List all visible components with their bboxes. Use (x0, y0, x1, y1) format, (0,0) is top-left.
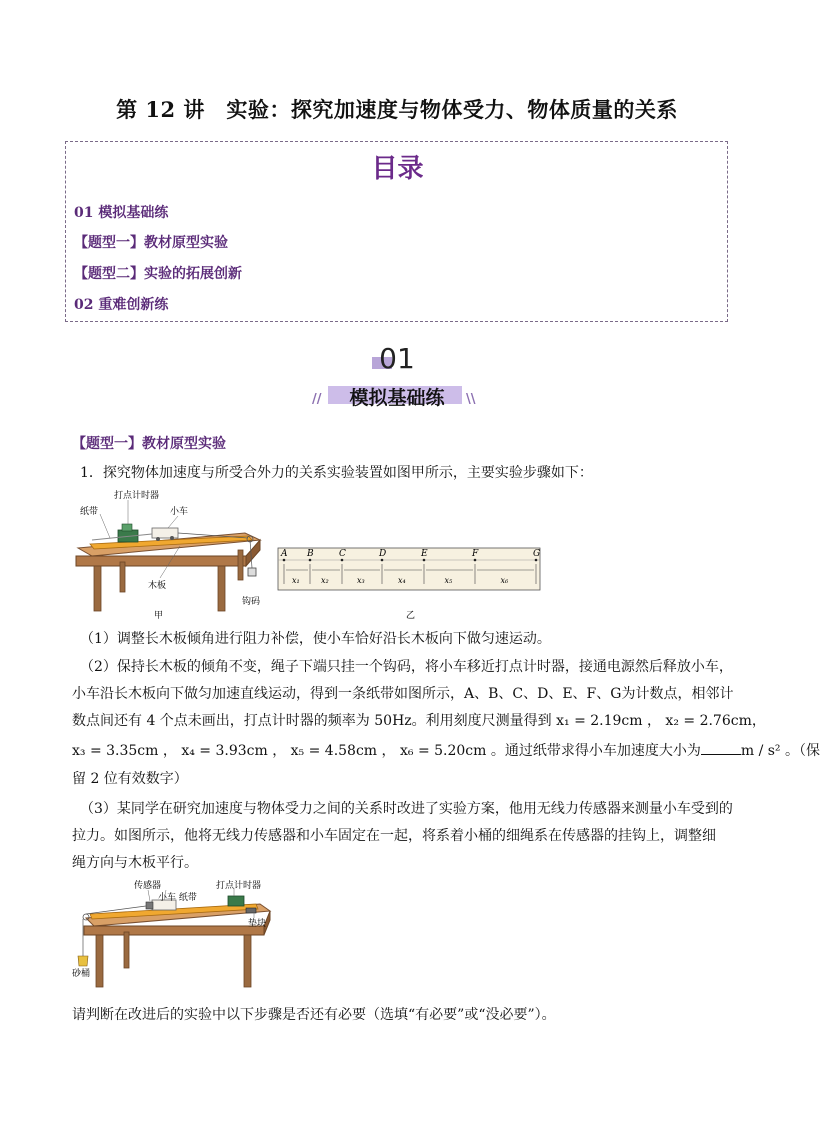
sensor-label: 传感器 (134, 881, 162, 891)
tape-point (381, 559, 384, 562)
step-3-line-1: （3）某同学在研究加速度与物体受力之间的关系时改进了实验方案，他用无线力传感器来测量小车受到的 (80, 801, 733, 817)
tape-point (309, 559, 312, 562)
toc-heading: 目录 (371, 154, 424, 184)
tape-point-label: F (472, 549, 479, 559)
cart-label: 小车 (170, 507, 189, 517)
tape-segment-label: x₄ (398, 576, 406, 585)
board-label: 木板 (148, 581, 167, 591)
bucket-label: 砂桶 (72, 969, 91, 979)
step-2-line-4-unit: m / s² 。（保 (740, 743, 820, 759)
toc-item[interactable]: 【题型二】实验的拓展创新 (74, 266, 242, 282)
step-2-line-5: 留 2 位有效数字） (72, 771, 188, 787)
tape-segment-label: x₂ (321, 576, 329, 585)
tape-point-label: A (281, 549, 288, 559)
timer-label-2: 打点计时器 (216, 881, 262, 891)
question-stem: 1．探究物体加速度与所受合外力的关系实验装置如图甲所示，主要实验步骤如下： (80, 465, 593, 481)
type-heading: 【题型一】教材原型实验 (72, 436, 226, 452)
figure-2 (70, 878, 280, 996)
page-title: 第 12 讲 实验：探究加速度与物体受力、物体质量的关系 (116, 97, 678, 122)
tape-point (474, 559, 477, 562)
tape-point-label: D (379, 549, 387, 559)
step-2-line-2: 小车沿长木板向下做匀加速直线运动，得到一条纸带如图所示，A、B、C、D、E、F、G为计数点，相邻计 (72, 686, 734, 702)
question-prompt: 请判断在改进后的实验中以下步骤是否还有必要（选填“有必要”或“没必要”）。 (72, 1007, 556, 1023)
tape-point-label: B (307, 549, 314, 559)
step-2-line-3: 数点间还有 4 个点未画出，打点计时器的频率为 50Hz。利用刻度尺测量得到 x₁ = 2.19cm ， x₂ = 2.76cm， (72, 713, 766, 729)
answer-blank[interactable] (701, 740, 741, 755)
step-2-line-4 (72, 740, 820, 761)
toc-box (65, 141, 728, 322)
step-3-line-3: 绳方向与木板平行。 (72, 855, 198, 871)
tape-point (283, 559, 286, 562)
timer-label: 打点计时器 (114, 491, 160, 501)
tape-point-label: C (339, 549, 346, 559)
step-3-line-2: 拉力。如图所示，他将无线力传感器和小车固定在一起，将系着小桶的细绳系在传感器的挂钩上，调整细 (72, 828, 716, 844)
tape-point-label: G (533, 549, 541, 559)
tape-point-label: E (421, 549, 428, 559)
tape-point (423, 559, 426, 562)
tape-point (341, 559, 344, 562)
caption-a: 甲 (154, 611, 164, 621)
toc-item[interactable]: 02 重难创新练 (74, 297, 169, 313)
section-right-deco: \\ (466, 392, 476, 407)
table-illustration (76, 500, 260, 611)
section-left-deco: // (312, 392, 322, 407)
step-2-line-1: （2）保持长木板的倾角不变，绳子下端只挂一个钩码，将小车移近打点计时器，接通电源然后释放小车， (80, 659, 733, 675)
section-number: 01 (379, 342, 415, 375)
hook-label: 钩码 (242, 597, 261, 607)
tape-segment-label: x₁ (292, 576, 300, 585)
tape-label: 纸带 (80, 507, 99, 517)
caption-b: 乙 (406, 611, 416, 621)
tape-point (535, 559, 538, 562)
step-2-line-4-text: x₃ = 3.35cm ， x₄ = 3.93cm ， x₅ = 4.58cm ， x₆ = 5.20cm 。通过纸带求得小车加速度大小为 (72, 743, 701, 759)
tape-segment-label: x₆ (500, 576, 509, 585)
toc-item[interactable]: 01 模拟基础练 (74, 205, 169, 221)
figure-1 (70, 488, 550, 623)
tape-segment-label: x₃ (357, 576, 365, 585)
step-1: （1）调整长木板倾角进行阻力补偿，使小车恰好沿长木板向下做匀速运动。 (80, 631, 551, 647)
cart-tape-label: 小车 纸带 (158, 893, 197, 903)
tape-segment-label: x₅ (444, 576, 453, 585)
section-label: 模拟基础练 (349, 387, 445, 409)
block-label: 垫块 (248, 919, 267, 929)
toc-item[interactable]: 【题型一】教材原型实验 (74, 235, 228, 251)
